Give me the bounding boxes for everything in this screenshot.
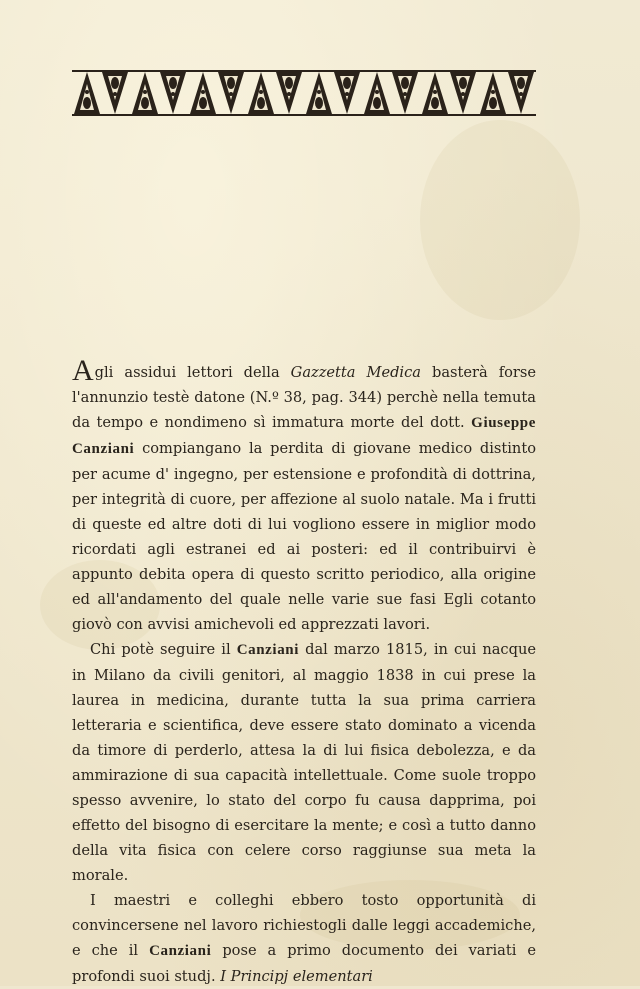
paragraph-1-text-a: gli assidui lettori della bbox=[94, 364, 291, 381]
paragraph-2-text-b: dal marzo 1815, in cui nacque in Milano da civili genitori, al maggio 1838 in cui prese la laurea in medicina, durante tutta la sua prima carriera letteraria e scientifica, deve essere stato dominato a vicenda da timore di perderlo, attesa la di lui fisica debolezza, e da ammirazione di sua capacità intellettuale. Come suole troppo spesso avvenire, lo stato del corpo fu causa dapprima, poi effetto del bisogno di esercitare la mente; e così a tutto danno della vita fisica con celere corso raggiunse sua meta la morale. bbox=[72, 641, 536, 884]
person-name: Giuseppe Canziani bbox=[72, 415, 536, 457]
paragraph-2-text-a: Chi potè seguire il bbox=[90, 641, 237, 658]
paragraph-2 bbox=[72, 637, 536, 888]
person-name: Canziani bbox=[236, 642, 300, 658]
drop-cap: A bbox=[72, 354, 94, 387]
person-name: Canziani bbox=[149, 943, 212, 959]
work-title: I Principj elementari bbox=[220, 968, 373, 985]
paragraph-3-text-a: I maestri e colleghi ebbero tosto opportunità di convincersene nel lavoro richiestogli dalle leggi accademiche, e che il bbox=[72, 892, 536, 959]
article-body bbox=[72, 354, 537, 989]
paragraph-1-text-c: compiangano la perdita di giovane medico distinto per acume d' ingegno, per estensione e profondità di dottrina, per integrità di cuore, per affezione al suolo natale. Ma i frutti di queste ed altre doti di lui vogliono essere in miglior modo ricordati agli estranei ed ai posteri: ed il contribuirvi è appunto debita opera di questo scritto periodico, alla origine ed all'andamento del quale nelle varie sue fasi Egli cotanto giovò con avvisi amichevoli ed apprezzati lavori. bbox=[72, 440, 536, 633]
paper-stain bbox=[420, 120, 580, 320]
ornamental-border bbox=[72, 70, 536, 116]
paragraph-1 bbox=[72, 354, 537, 637]
paragraph-3 bbox=[72, 888, 536, 989]
paragraph-1-text-b: basterà forse l'annunzio testè datone (N.º 38, pag. 344) perchè nella temuta da tempo e nondimeno sì immatura morte del dott. bbox=[72, 364, 537, 431]
journal-title: Gazzetta Medica bbox=[290, 364, 421, 381]
paragraph-3-text-b: pose a primo documento dei variati e profondi suoi studj. bbox=[72, 942, 536, 985]
